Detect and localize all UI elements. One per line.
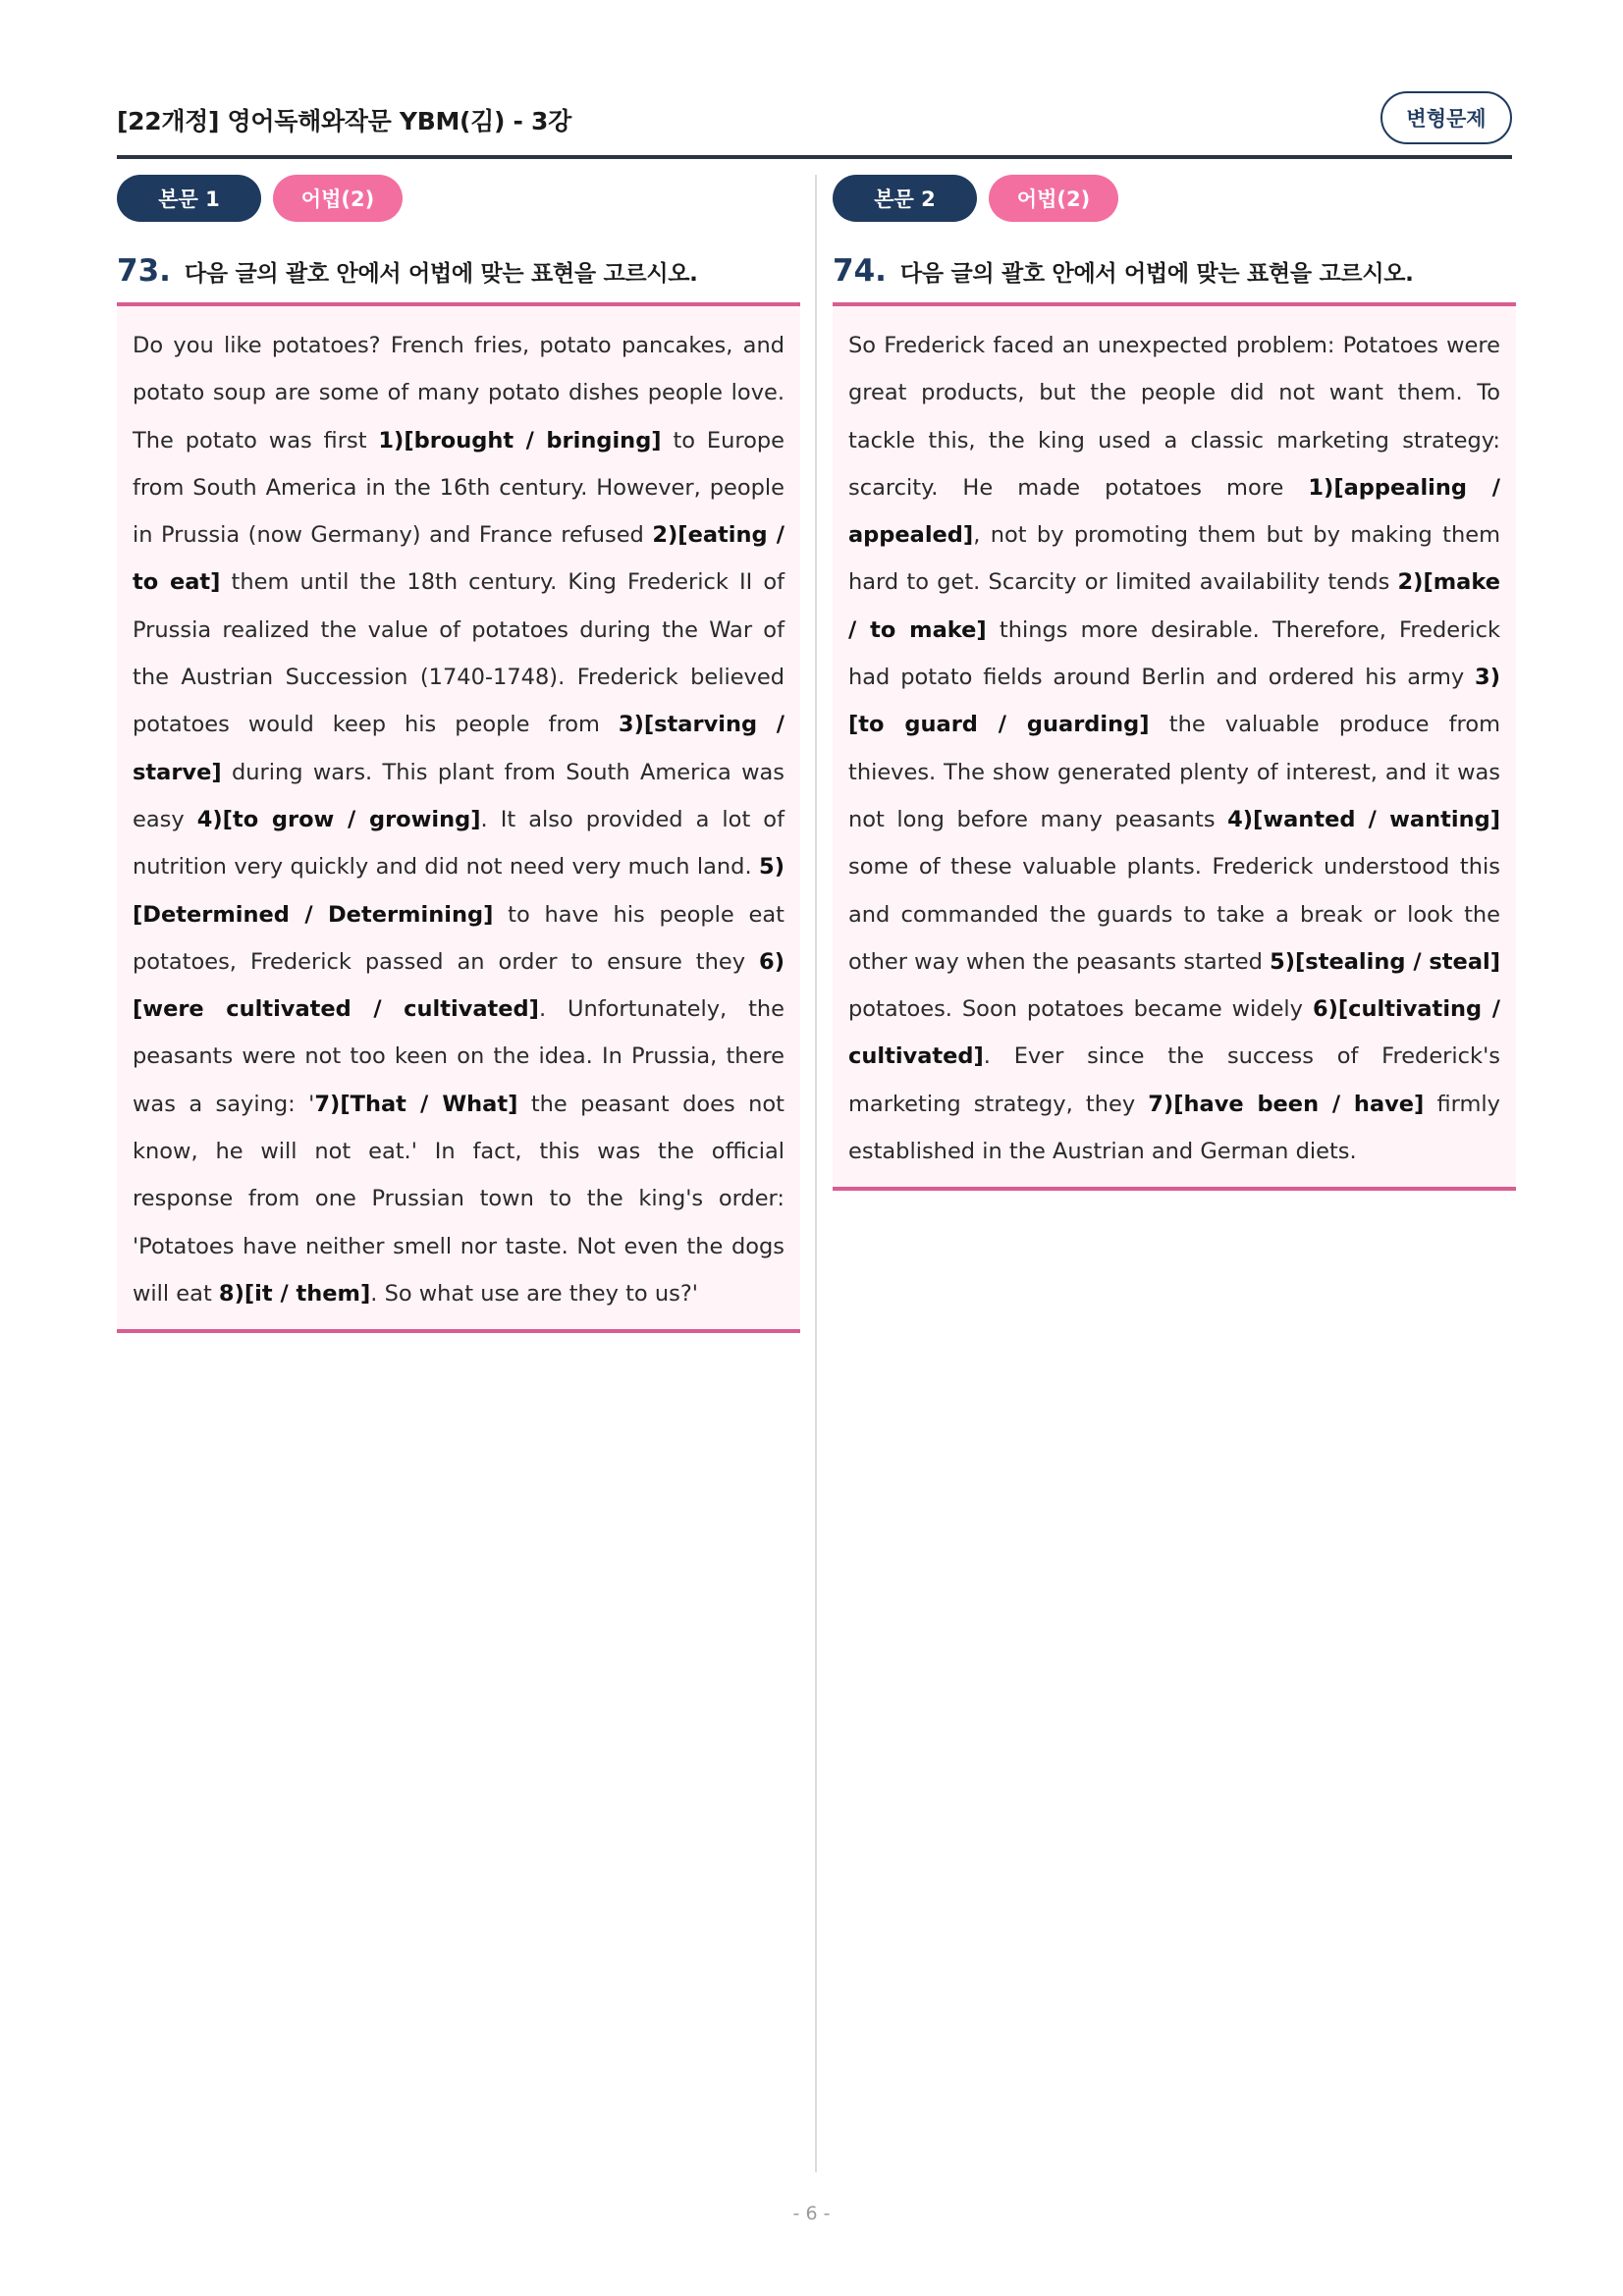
passage-text: the peasant does not know, he will not eat.' In fact, this was the official response from one Prussian town to the king's order: 'Potatoes have neither smell nor taste. Not even the dogs will eat (133, 1091, 784, 1307)
grammar-choice: 7)[have been / have] (1148, 1091, 1425, 1117)
passage-text: So Frederick faced an unexpected problem: Potatoes were great products, but the people did not want them. To tackle this, the king used a classic marketing strategy: scarcity. He made potatoes more (848, 333, 1500, 501)
grammar-choice: 2)[eating / to eat] (133, 522, 784, 596)
passage-text: . So what use are they to us?' (370, 1280, 698, 1307)
right-column (833, 175, 1516, 1191)
question-number: 73. (117, 253, 171, 289)
passage-text: . Ever since the success of Frederick's marketing strategy, they (848, 1043, 1500, 1117)
document-title: [22개정] 영어독해와작문 YBM(김) - 3강 (117, 107, 571, 135)
left-tags (117, 175, 800, 222)
grammar-choice: 3)[starving / starve] (133, 712, 784, 785)
passage-text: to Europe from South America in the 16th century. However, people in Prussia (now Germany) and France refused (133, 427, 784, 549)
passage-text: , not by promoting them but by making them hard to get. Scarcity or limited availability tends (848, 522, 1500, 596)
passage-text: some of these valuable plants. Frederick understood this and commanded the guards to take a break or look the other way when the peasants started (848, 854, 1500, 975)
passage-text: things more desirable. Therefore, Frederick had potato fields around Berlin and ordered his army (848, 616, 1500, 691)
passage-text: them until the 18th century. King Frederick II of Prussia realized the value of potatoes during the War of the Austrian Succession (1740-1748). Frederick believed potatoes would keep his people from (133, 569, 785, 738)
question-heading (833, 253, 1516, 306)
grammar-choice: 6)[were cultivated / cultivated] (133, 948, 784, 1023)
question-number: 74. (833, 253, 887, 289)
passage-text: . Unfortunately, the peasants were not too keen on the idea. In Prussia, there was a saying: ' (133, 996, 785, 1117)
question-type-tag: 어법(2) (273, 175, 403, 222)
grammar-choice: 3)[to guard / guarding] (848, 665, 1500, 738)
passage-box (117, 306, 800, 1333)
passage-text: the valuable produce from thieves. The show generated plenty of interest, and it was not long before many peasants (848, 712, 1500, 832)
passage-text: Do you like potatoes? French fries, potato pancakes, and potato soup are some of many potato dishes people love. The potato was first (133, 333, 784, 454)
passage-tag: 본문 1 (117, 175, 261, 222)
passage-tag: 본문 2 (833, 175, 977, 222)
grammar-choice: 6)[cultivating / cultivated] (848, 996, 1500, 1070)
passage-text: . It also provided a lot of nutrition very quickly and did not need very much land. (133, 806, 784, 881)
passage-text: to have his people eat potatoes, Frederick passed an order to ensure they (133, 901, 784, 975)
question-instruction: 다음 글의 괄호 안에서 어법에 맞는 표현을 고르시오. (899, 261, 1414, 287)
grammar-choice: 5)[Determined / Determining] (133, 854, 784, 928)
left-column (117, 175, 800, 1333)
grammar-choice: 2)[make / to make] (848, 569, 1500, 643)
variant-question-badge: 변형문제 (1380, 91, 1512, 144)
column-divider (815, 175, 817, 2172)
question-heading (117, 253, 800, 306)
header-divider (117, 155, 1512, 159)
passage-text: firmly established in the Austrian and German diets. (848, 1091, 1500, 1165)
passage-text: potatoes. Soon potatoes became widely (848, 996, 1313, 1023)
question-type-tag: 어법(2) (989, 175, 1118, 222)
question-instruction: 다음 글의 괄호 안에서 어법에 맞는 표현을 고르시오. (184, 261, 698, 287)
page-number: - 6 - (792, 2203, 831, 2224)
grammar-choice: 7)[That / What] (314, 1091, 518, 1117)
passage-box (833, 306, 1516, 1191)
grammar-choice: 1)[appealing / appealed] (848, 474, 1500, 549)
passage-text: during wars. This plant from South America was easy (133, 759, 784, 832)
grammar-choice: 4)[to grow / growing] (196, 806, 481, 832)
grammar-choice: 4)[wanted / wanting] (1227, 806, 1500, 832)
grammar-choice: 8)[it / them] (218, 1280, 371, 1307)
grammar-choice: 1)[brought / bringing] (378, 427, 662, 454)
right-tags (833, 175, 1516, 222)
grammar-choice: 5)[stealing / steal] (1270, 948, 1500, 975)
